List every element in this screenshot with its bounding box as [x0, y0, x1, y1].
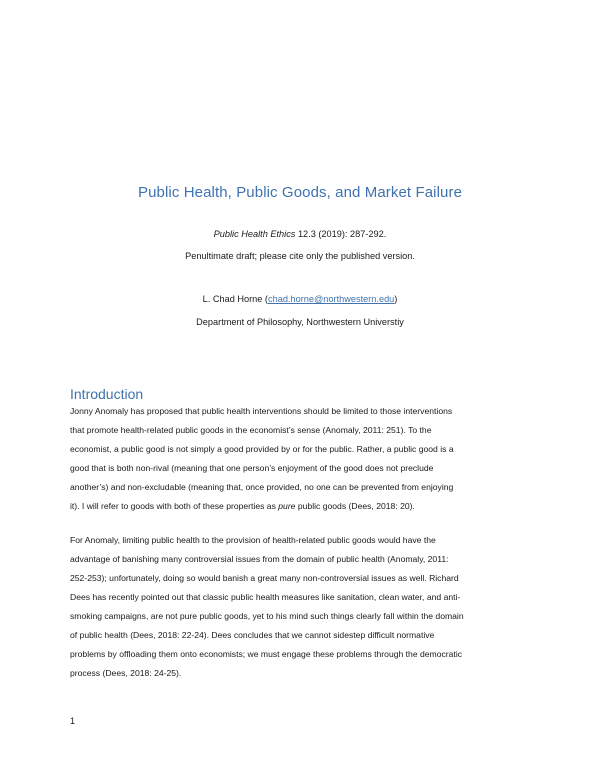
author-email-link[interactable]: chad.horne@northwestern.edu: [268, 294, 395, 304]
paragraph-line: of public health (Dees, 2018: 22-24). Dees concludes that we cannot sidestep difficult normative: [70, 630, 435, 640]
paragraph-line: smoking campaigns, are not pure public goods, yet to his mind such things clearly fall within the domain: [70, 611, 464, 621]
paragraph-line: Jonny Anomaly has proposed that public health interventions should be limited to those interventions: [70, 406, 453, 416]
line-text: it). I will refer to goods with both of these properties as: [70, 501, 279, 511]
author-line: [0, 294, 600, 304]
author-name-suffix: ): [394, 294, 398, 304]
citation-details: 12.3 (2019): 287-292.: [295, 229, 387, 239]
paragraph-line: another’s) and non-excludable (meaning that, once provided, no one can be prevented from enjoying: [70, 482, 454, 492]
paragraph-line: [70, 497, 532, 516]
draft-note: Penultimate draft; please cite only the published version.: [185, 251, 415, 261]
paragraph-line: economist, a public good is not simply a good provided by or for the public. Rather, a public good is a: [70, 444, 454, 454]
line-text: public goods (Dees, 2018: 20).: [295, 501, 415, 511]
paragraph-line: good that is both non-rival (meaning that one person’s enjoyment of the good does not preclude: [70, 463, 434, 473]
author-affiliation: Department of Philosophy, Northwestern Universtiy: [196, 317, 404, 327]
paragraph-line: problems by offloading them onto economists; we must engage these problems through the democratic: [70, 649, 463, 659]
paragraph-line: process (Dees, 2018: 24-25).: [70, 668, 182, 678]
page-number: 1: [70, 716, 76, 726]
journal-name: Public Health Ethics: [213, 229, 296, 239]
paragraph-line: 252-253); unfortunately, doing so would banish a great many non-controversial issues as well. Richard: [70, 573, 459, 583]
paper-title: Public Health, Public Goods, and Market Failure: [137, 184, 463, 201]
paragraph-line: For Anomaly, limiting public health to the provision of health-related public goods would have the: [70, 535, 436, 545]
citation-line: [0, 229, 600, 239]
paragraph-line: that promote health-related public goods in the economist’s sense (Anomaly, 2011: 251). To the: [70, 425, 432, 435]
author-name: L. Chad Horne (: [202, 294, 268, 304]
paragraph-1: [70, 402, 532, 516]
section-heading: Introduction: [70, 386, 144, 402]
paragraph-line: Dees has recently pointed out that classic public health measures like sanitation, clean water, and anti-: [70, 592, 461, 602]
paragraph-2: [70, 531, 532, 683]
italic-term: pure: [278, 501, 296, 511]
paragraph-line: advantage of banishing many controversial issues from the domain of public health (Anomaly, 2011:: [70, 554, 449, 564]
